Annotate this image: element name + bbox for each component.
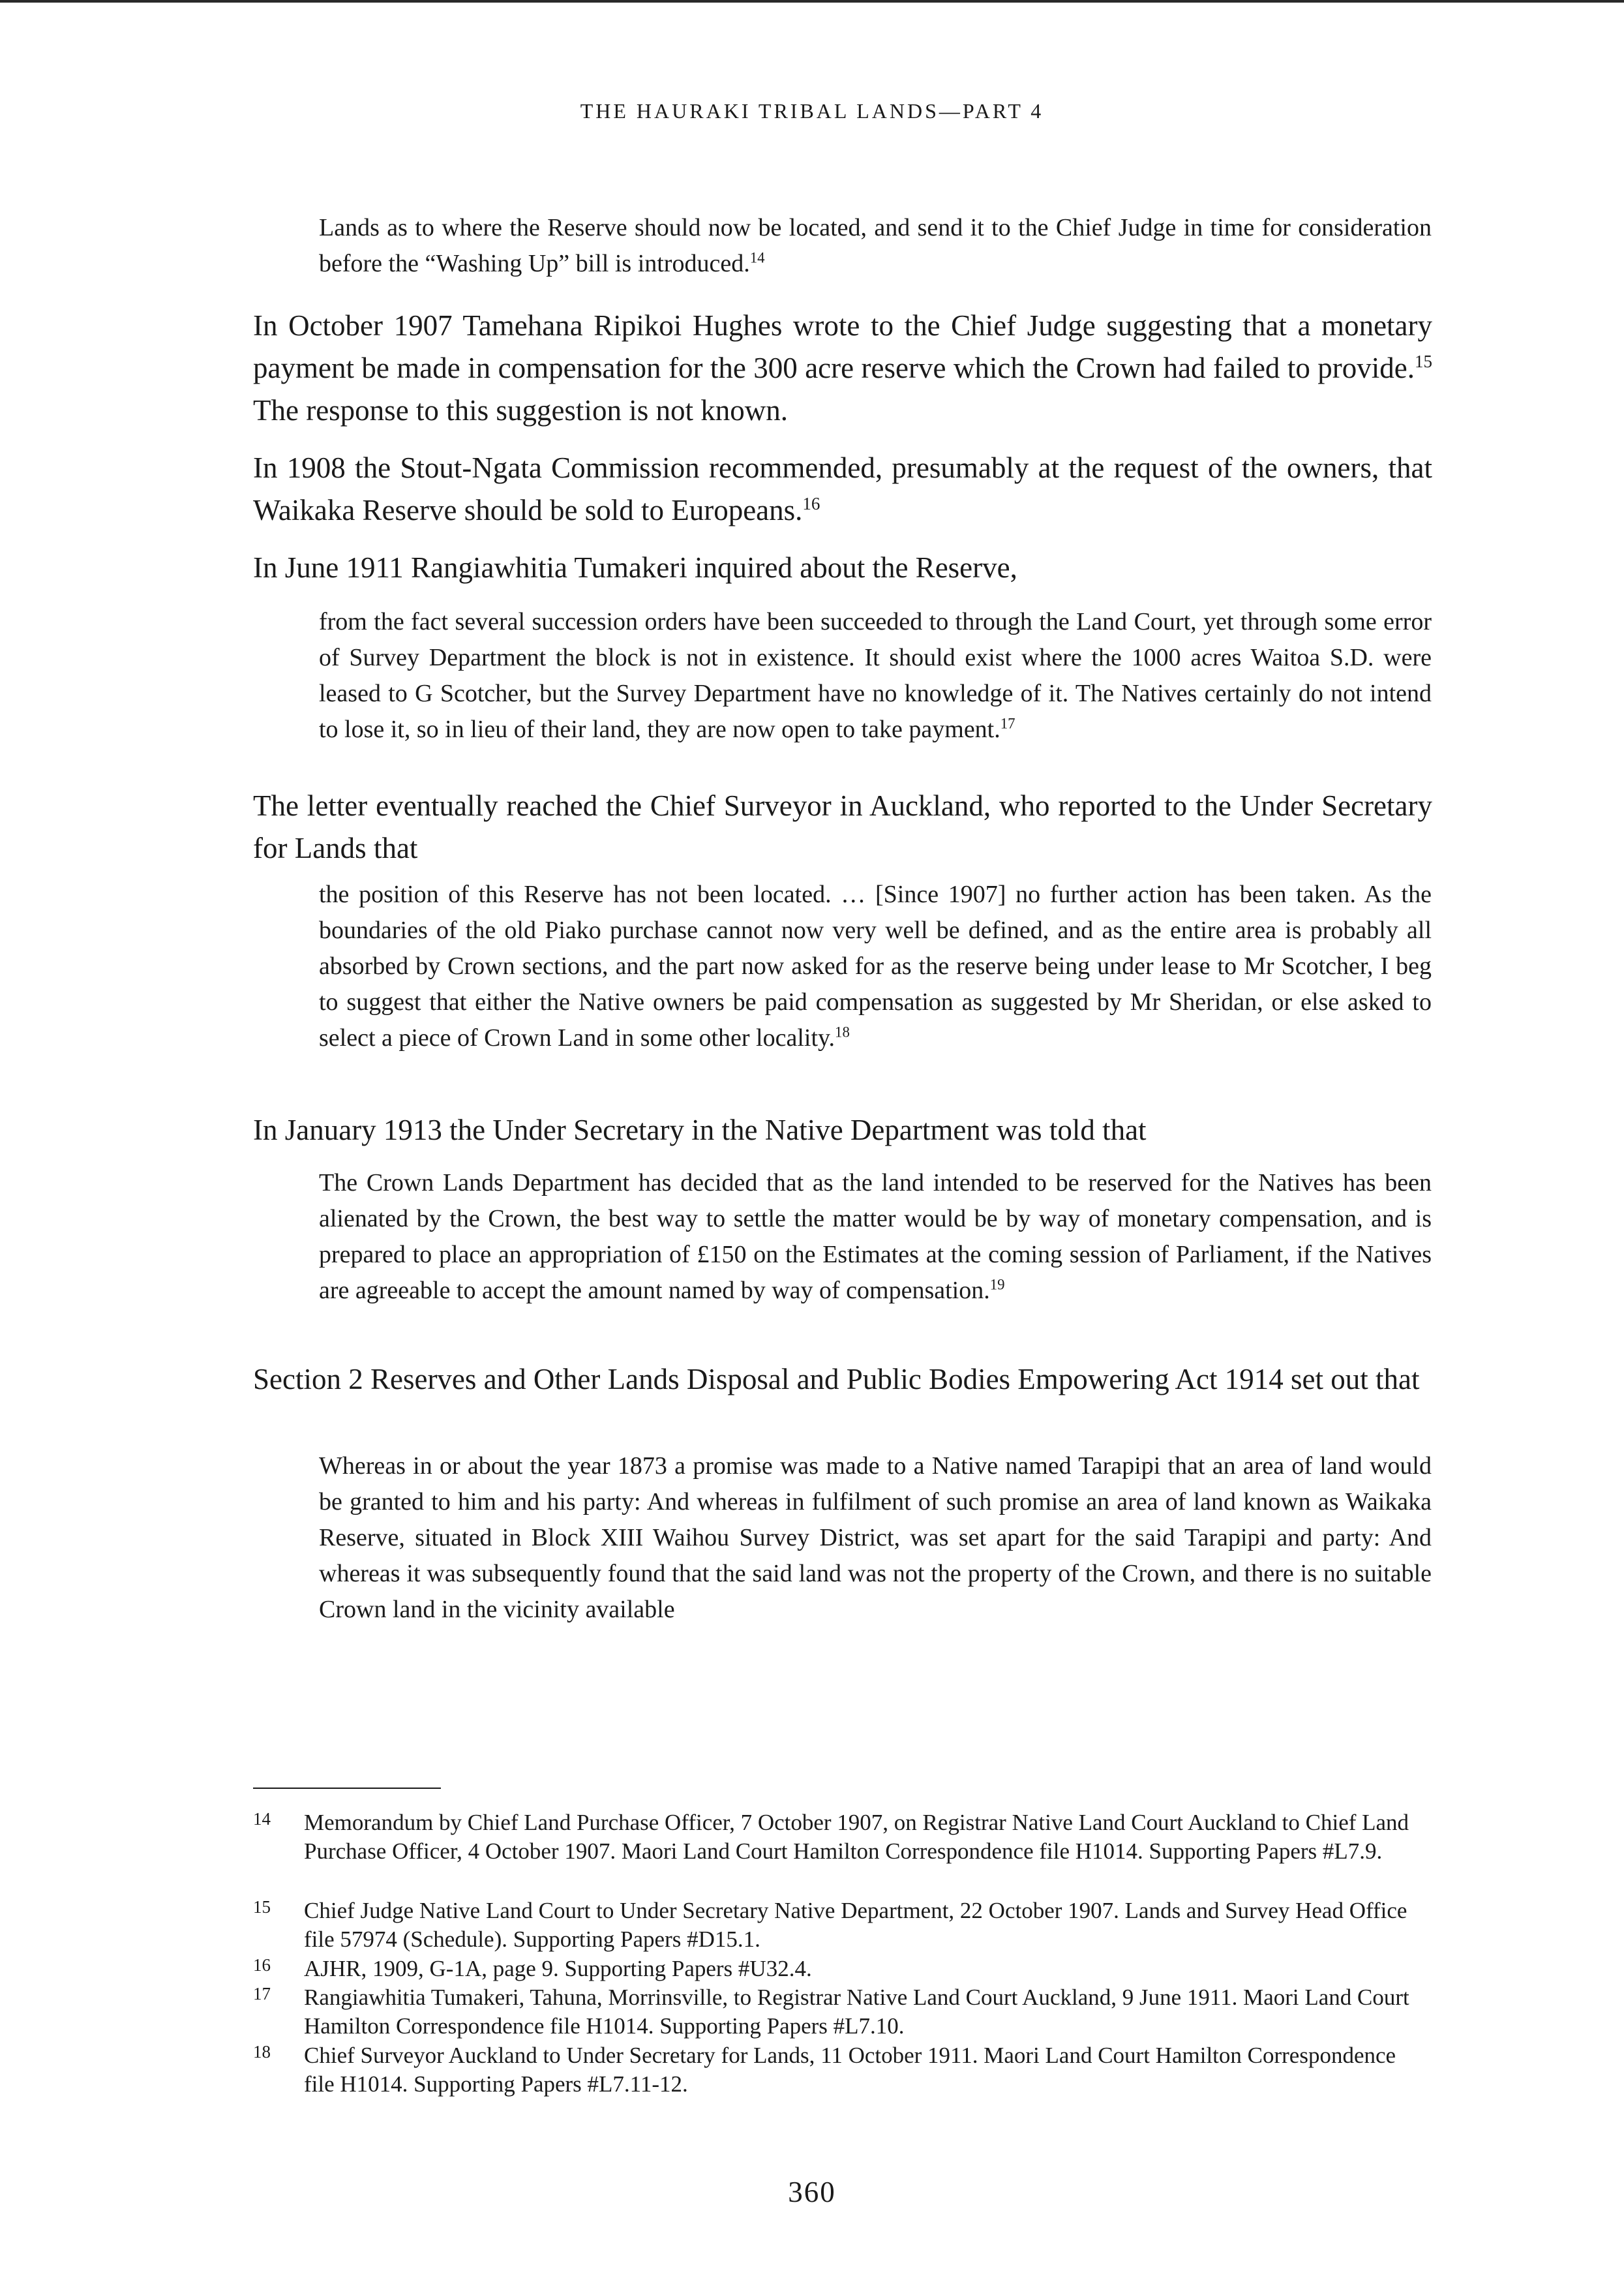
paragraph-tumakeri: In June 1911 Rangiawhitia Tumakeri inquired about the Reserve, — [253, 551, 1017, 584]
block-quote-5: Whereas in or about the year 1873 a promise was made to a Native named Tarapipi that an area of land would be granted to him and his party: And whereas in fulfilment of such promise an area of land known as Waikaka Reserve, situated in Block XIII Waihou Survey District, was set apart for the said Tarapipi and party: And whereas it was subsequently found that the said land was not the property of the Crown, and there is no suitable Crown land in the vicinity available — [319, 1452, 1432, 1623]
paragraph-stout-ngata: In 1908 the Stout-Ngata Commission recommended, presumably at the request of the owners, that Waikaka Reserve should be sold to Europeans.$^{16}$ — [253, 451, 1432, 526]
page-number: 360 — [788, 2176, 836, 2208]
footnote-number: 16 — [253, 1955, 271, 1975]
top-border-line — [0, 0, 1624, 3]
footnote-ref-17: 17 — [1000, 715, 1015, 732]
block-quote-4: The Crown Lands Department has decided that as the land intended to be reserved for the Natives has been alienated by the Crown, the best way to settle the matter would be by way of monetary compensation, and is prepared to place an appropriation of £150 on the Estimates at the coming session of Parliament, if the Natives are agreeable to accept the amount named by way of compensation.$^{19}$ — [319, 1169, 1432, 1304]
footnote-text: Memorandum by Chief Land Purchase Officer, 7 October 1907, on Registrar Native Land Court Auckland to Chief Land Purchase Officer, 4 October 1907. Maori Land Court Hamilton Correspondence file H1014. Supporting Papers #L7.9. — [304, 1810, 1409, 1864]
footnote-ref-19: 19 — [989, 1276, 1005, 1293]
block-quote-1: Lands as to where the Reserve should now be located, and send it to the Chief Judge in time for consideration before the “Washing Up” bill is introduced.$^{14}$ — [319, 214, 1432, 277]
footnote-ref-18: 18 — [835, 1024, 850, 1041]
paragraph-hughes: In October 1907 Tamehana Ripikoi Hughes wrote to the Chief Judge suggesting that a monetary payment be made in compensation for the 300 acre reserve which the Crown had failed to provide.$^{15}$ The response to this suggestion is not known. — [253, 309, 1432, 427]
footnote-number: 17 — [253, 1984, 271, 2003]
footnote-text: Rangiawhitia Tumakeri, Tahuna, Morrinsville, to Registrar Native Land Court Auckland, 9 June 1911. Maori Land Court Hamilton Correspondence file H1014. Supporting Papers #L7.10. — [304, 1985, 1409, 2039]
footnote-text: AJHR, 1909, G-1A, page 9. Supporting Papers #U32.4. — [304, 1956, 812, 1981]
paragraph-act-1914: Section 2 Reserves and Other Lands Disposal and Public Bodies Empowering Act 1914 set out that — [253, 1363, 1420, 1395]
footnote-separator — [253, 1788, 441, 1789]
paragraph-chief-surveyor: The letter eventually reached the Chief Surveyor in Auckland, who reported to the Under Secretary for Lands that — [253, 789, 1432, 864]
footnote-number: 18 — [253, 2042, 271, 2062]
block-quote-2: from the fact several succession orders have been succeeded to through the Land Court, yet through some error of Survey Department the block is not in existence. It should exist where the 1000 acres Waitoa S.D. were leased to G Scotcher, but the Survey Department have no knowledge of it. The Natives certainly do not intend to lose it, so in lieu of their land, they are now open to take payment.$^{17}$ — [319, 608, 1432, 743]
footnote-ref-15: 15 — [1415, 352, 1432, 371]
footnote-ref-16: 16 — [802, 494, 820, 513]
running-header: THE HAURAKI TRIBAL LANDS—PART 4 — [580, 99, 1044, 123]
block-quote-3: the position of this Reserve has not been located. … [Since 1907] no further action has been taken. As the boundaries of the old Piako purchase cannot now very well be defined, and as the entire area is probably all absorbed by Crown sections, and the part now asked for as the reserve being under lease to Mr Scotcher, I beg to suggest that either the Native owners be paid compensation as suggested by Mr Sheridan, or else asked to select a piece of Crown Land in some other locality.$^{18}$ — [319, 881, 1432, 1052]
paragraph-under-secretary: In January 1913 the Under Secretary in the Native Department was told that — [253, 1114, 1147, 1146]
footnote-number: 15 — [253, 1897, 271, 1917]
footnote-number: 14 — [253, 1809, 271, 1829]
footnote-text: Chief Judge Native Land Court to Under Secretary Native Department, 22 October 1907. Lands and Survey Head Office file 57974 (Schedule). Supporting Papers #D15.1. — [304, 1898, 1407, 1952]
footnote-text: Chief Surveyor Auckland to Under Secretary for Lands, 11 October 1911. Maori Land Court Hamilton Correspondence file H1014. Supporting Papers #L7.11-12. — [304, 2043, 1396, 2097]
footnote-ref-14: 14 — [749, 249, 765, 266]
